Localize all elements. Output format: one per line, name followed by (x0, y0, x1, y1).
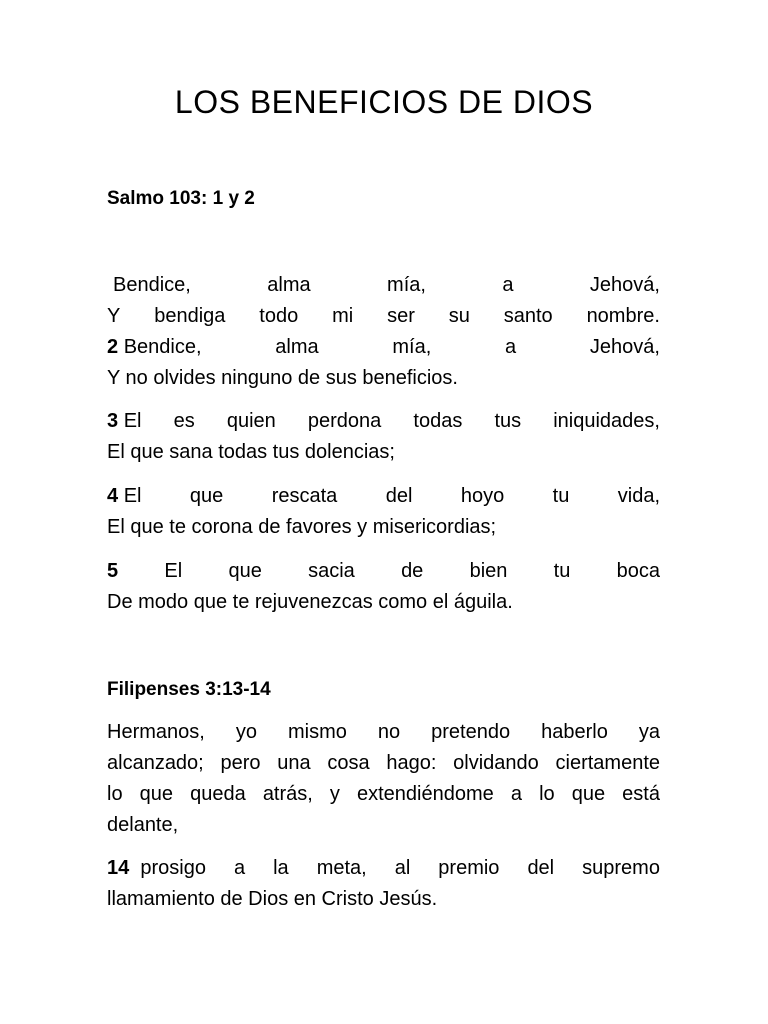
verse-word: mi (332, 305, 354, 327)
verse-number: 14 (107, 857, 130, 879)
verse-word: meta, (316, 857, 367, 879)
verse-line: delante, (107, 814, 179, 836)
verse-word: pretendo (431, 721, 511, 743)
verse-line: De modo que te rejuvenezcas como el águila. (107, 591, 513, 613)
verse-word: El (123, 410, 142, 432)
verse-word: Hermanos, (107, 721, 205, 743)
verse-word: supremo (582, 857, 660, 879)
page-title: LOS BENEFICIOS DE DIOS (174, 84, 594, 120)
verse-word: a (505, 336, 517, 358)
verse-word: alma (267, 274, 311, 296)
verse-word: extendiéndome (357, 783, 494, 805)
verse-word: alma (275, 336, 319, 358)
verse-word: alcanzado; (107, 752, 204, 774)
verse-number: 4 (107, 485, 119, 507)
verse-word: prosigo (140, 857, 206, 879)
verse-word: hoyo (460, 485, 505, 507)
verse-word: tu (553, 560, 571, 582)
salmo-verse-1-2 (107, 270, 660, 394)
salmo-verse-5 (107, 556, 660, 618)
verse-word: Y (107, 305, 121, 327)
verse-word: sacia (308, 560, 355, 582)
filipenses-reference: Filipenses 3:13-14 (107, 679, 271, 700)
salmo-verse-4 (107, 481, 660, 543)
verse-word: pero (220, 752, 261, 774)
verse-word: rescata (271, 485, 338, 507)
verse-word: y (329, 783, 340, 805)
verse-word: ciertamente (555, 752, 660, 774)
verse-word: que (189, 485, 224, 507)
verse-word: lo (107, 783, 123, 805)
verse-word: mía, (392, 336, 432, 358)
verse-word: premio (438, 857, 500, 879)
verse-word: lo (539, 783, 555, 805)
verse-word: bien (469, 560, 508, 582)
verse-word: hago: (386, 752, 437, 774)
verse-line (107, 853, 660, 884)
verse-word: vida, (617, 485, 660, 507)
filipenses-verse-13 (107, 717, 660, 841)
verse-word: El (123, 485, 142, 507)
verse-word: es (173, 410, 195, 432)
verse-word: a (510, 783, 522, 805)
verse-word: una (277, 752, 311, 774)
verse-word: del (385, 485, 413, 507)
verse-word: su (448, 305, 470, 327)
verse-word: atrás, (262, 783, 313, 805)
verse-line (107, 556, 660, 587)
verse-word: El (164, 560, 183, 582)
verse-word: mía, (387, 274, 426, 296)
verse-line (107, 748, 660, 779)
verse-word: ya (638, 721, 660, 743)
verse-number: 5 (107, 560, 119, 582)
verse-word: boca (616, 560, 660, 582)
verse-word: Jehová, (589, 274, 660, 296)
filipenses-verse-14 (107, 853, 660, 915)
verse-word: que (228, 560, 262, 582)
verse-word: al (394, 857, 411, 879)
verse-line: El que te corona de favores y misericordias; (107, 516, 497, 538)
verse-line (107, 332, 660, 363)
verse-word: queda (190, 783, 246, 805)
verse-word: bendiga (154, 305, 226, 327)
verse-word: yo (235, 721, 257, 743)
verse-number: 3 (107, 410, 119, 432)
verse-line: Y no olvides ninguno de sus beneficios. (107, 367, 458, 389)
verse-word: de (401, 560, 424, 582)
salmo-verse-3 (107, 406, 660, 468)
verse-word: cosa (327, 752, 370, 774)
verse-word: que (571, 783, 606, 805)
verse-line (107, 270, 660, 301)
verse-line: llamamiento de Dios en Cristo Jesús. (107, 888, 438, 910)
verse-word: haberlo (541, 721, 608, 743)
verse-word: tus (494, 410, 522, 432)
verse-word: quien (226, 410, 276, 432)
verse-word: Bendice, (123, 336, 202, 358)
verse-word: está (622, 783, 660, 805)
verse-word: Bendice, (113, 274, 191, 296)
verse-line (107, 779, 660, 810)
verse-word: tu (552, 485, 570, 507)
verse-word: nombre. (586, 305, 660, 327)
verse-word: ser (387, 305, 415, 327)
verse-word: que (139, 783, 174, 805)
verse-word: perdona (307, 410, 382, 432)
verse-word: iniquidades, (553, 410, 660, 432)
verse-word: santo (503, 305, 553, 327)
verse-word: mismo (287, 721, 347, 743)
verse-word: olvidando (453, 752, 539, 774)
verse-line (107, 717, 660, 748)
verse-word: a (233, 857, 246, 879)
verse-word: del (527, 857, 555, 879)
verse-word: no (377, 721, 401, 743)
verse-word: a (502, 274, 514, 296)
verse-word: todo (259, 305, 299, 327)
verse-number: 2 (107, 336, 119, 358)
verse-word: todas (413, 410, 463, 432)
salmo-reference: Salmo 103: 1 y 2 (107, 188, 255, 209)
verse-line: El que sana todas tus dolencias; (107, 441, 395, 463)
verse-word: Jehová, (589, 336, 660, 358)
verse-word: la (273, 857, 289, 879)
verse-line (107, 406, 660, 437)
verse-line (107, 301, 660, 332)
verse-line (107, 481, 660, 512)
